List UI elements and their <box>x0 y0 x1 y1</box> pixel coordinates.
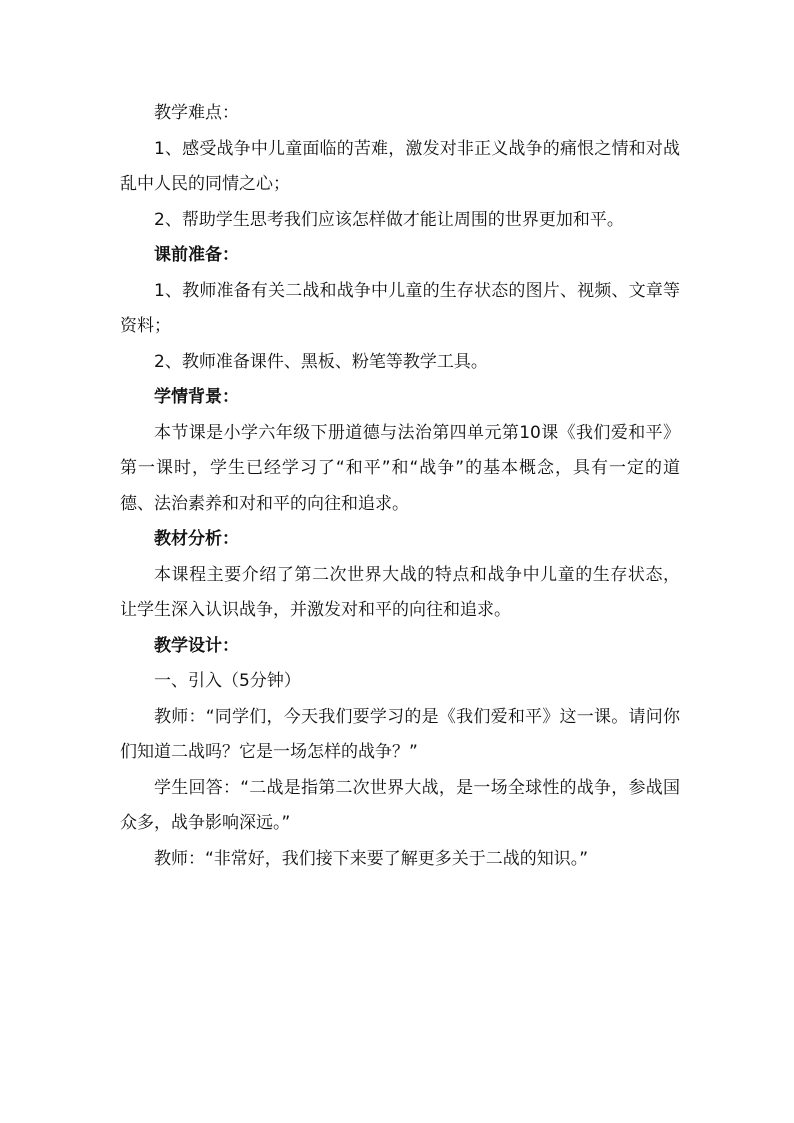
paragraph-text: 学生回答：“二战是指第二次世界大战，是一场全球性的战争，参战国众多，战争影响深远。” <box>120 777 680 833</box>
heading-preparation <box>120 238 680 274</box>
paragraph-text: 教学难点： <box>154 103 239 123</box>
paragraph-teacher-response <box>120 842 680 878</box>
paragraph-text: 1、感受战争中儿童面临的苦难，激发对非正义战争的痛恨之情和对战乱中人民的同情之心； <box>120 138 680 194</box>
paragraph-text: 2、帮助学生思考我们应该怎样做才能让周围的世界更加和平。 <box>154 209 624 230</box>
paragraph-material-analysis <box>120 558 680 629</box>
heading-learner-background <box>120 380 680 416</box>
document-body <box>120 96 680 877</box>
heading-text: 教学设计： <box>154 635 239 656</box>
paragraph-teacher-question <box>120 700 680 771</box>
paragraph-student-answer <box>120 771 680 842</box>
paragraph-text: 2、教师准备课件、黑板、粉笔等教学工具。 <box>154 351 488 372</box>
paragraph-teaching-difficulty-heading <box>120 96 680 132</box>
paragraph-preparation-1 <box>120 274 680 345</box>
paragraph-text: 一、引入（5分钟） <box>154 671 301 691</box>
heading-text: 课前准备： <box>154 245 239 265</box>
paragraph-text: 本节课是小学六年级下册道德与法治第四单元第10课《我们爱和平》第一课时，学生已经学习了“和平”和“战争”的基本概念，具有一定的道德、法治素养和对和平的向往和追求。 <box>120 422 680 514</box>
paragraph-text: 1、教师准备有关二战和战争中儿童的生存状态的图片、视频、文章等资料； <box>120 280 680 336</box>
paragraph-preparation-2 <box>120 345 680 381</box>
heading-teaching-design <box>120 629 680 665</box>
paragraph-difficulty-1 <box>120 132 680 203</box>
paragraph-text: 教师：“非常好，我们接下来要了解更多关于二战的知识。” <box>154 848 589 869</box>
paragraph-text: 本课程主要介绍了第二次世界大战的特点和战争中儿童的生存状态，让学生深入认识战争，并激发对和平的向往和追求。 <box>120 564 680 620</box>
heading-text: 教材分析： <box>154 529 239 549</box>
paragraph-learner-background <box>120 416 680 523</box>
paragraph-introduction-step <box>120 664 680 700</box>
paragraph-difficulty-2 <box>120 203 680 239</box>
heading-material-analysis <box>120 522 680 558</box>
heading-text: 学情背景： <box>154 387 239 407</box>
paragraph-text: 教师：“同学们，今天我们要学习的是《我们爱和平》这一课。请问你们知道二战吗？它是一场怎样的战争？” <box>120 706 680 762</box>
